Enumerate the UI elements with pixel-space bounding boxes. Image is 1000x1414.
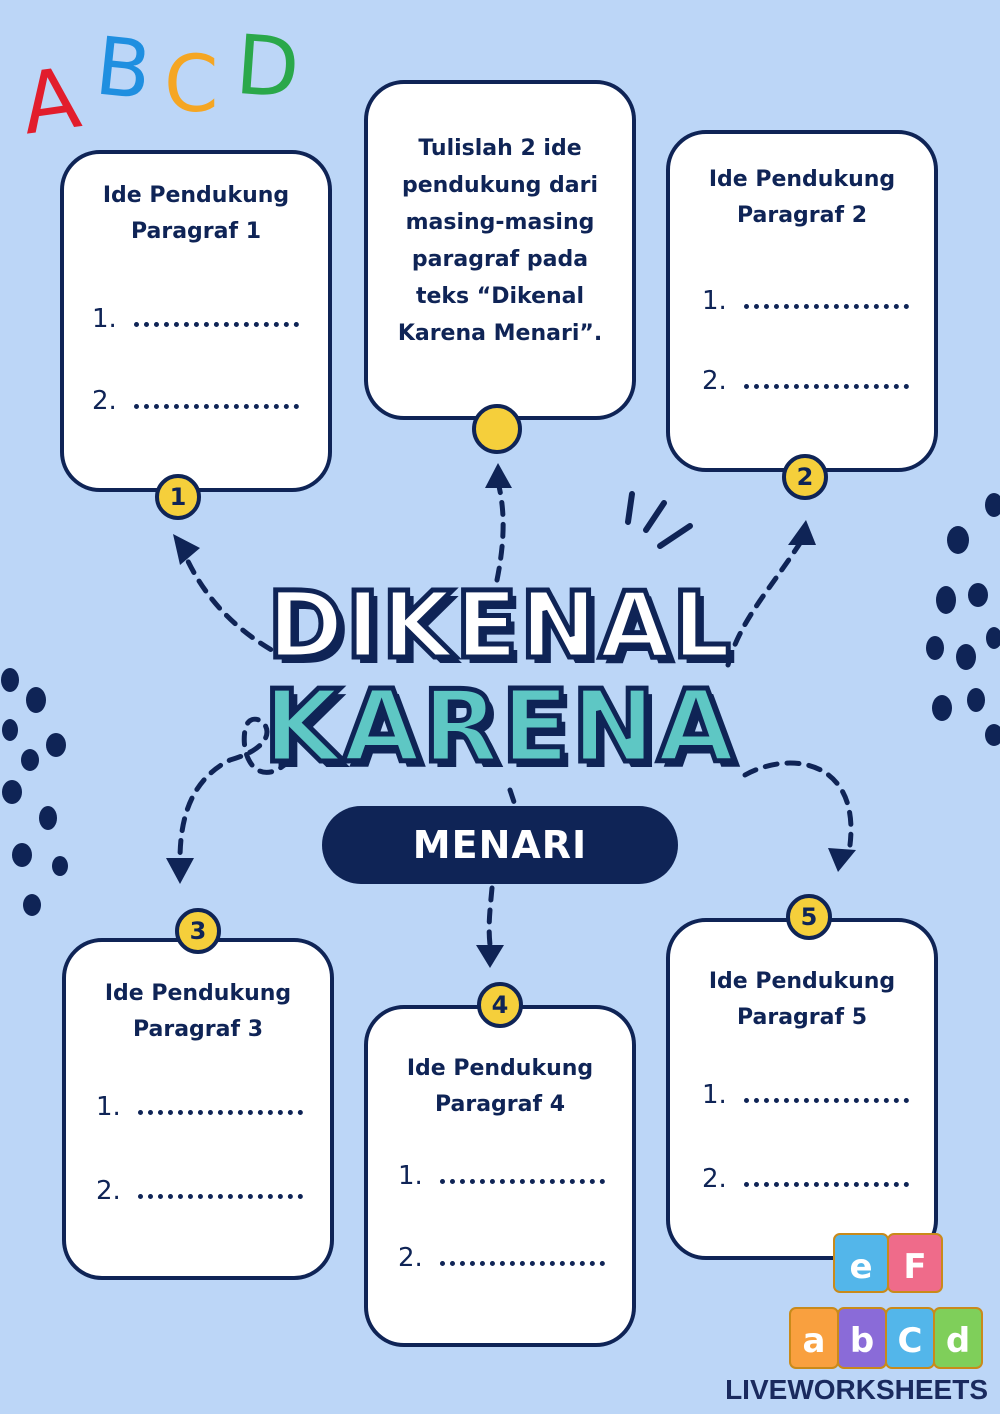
instruction-dot [472, 404, 522, 454]
instruction-line-3: masing-masing [405, 210, 595, 235]
answer-blank[interactable] [744, 1084, 909, 1103]
instruction-line-5: teks “Dikenal [415, 284, 585, 309]
item-number: 1. [92, 304, 117, 334]
badge-5: 5 [786, 894, 832, 940]
card-paragraf-4 [364, 1005, 636, 1347]
block-letter: C [897, 1321, 923, 1361]
letter-d: D [232, 17, 303, 118]
instruction-line-1: Tulislah 2 ide [418, 136, 582, 161]
answer-blank[interactable] [440, 1165, 605, 1184]
answer-blank[interactable] [138, 1180, 303, 1199]
letter-a: A [15, 48, 87, 154]
block-letter: F [903, 1247, 927, 1287]
answer-row-1 [398, 1161, 605, 1191]
card-title-line2: Paragraf 2 [736, 203, 868, 228]
letter-b: B [91, 19, 156, 118]
title-dikenal: DIKENAL [267, 572, 733, 679]
item-number: 2. [702, 366, 727, 396]
instruction-text [368, 130, 632, 352]
answer-row-1 [92, 304, 299, 334]
answer-blank[interactable] [134, 390, 299, 409]
answer-row-2 [702, 1164, 909, 1194]
card-title-line2: Paragraf 3 [132, 1017, 264, 1042]
alphabet-blocks [786, 1228, 986, 1388]
answer-row-2 [96, 1176, 303, 1206]
title-menari-pill: MENARI [322, 806, 678, 884]
card-title-line1: Ide Pendukung [708, 167, 896, 192]
answer-blank[interactable] [440, 1247, 605, 1266]
item-number: 1. [702, 1080, 727, 1110]
item-number: 2. [96, 1176, 121, 1206]
block-letter: b [849, 1321, 875, 1361]
block-letter: e [849, 1247, 873, 1287]
card-title-line2: Paragraf 5 [736, 1005, 868, 1030]
badge-3: 3 [175, 908, 221, 954]
answer-row-2 [398, 1243, 605, 1273]
answer-blank[interactable] [744, 1168, 909, 1187]
answer-row-1 [702, 286, 909, 316]
card-title-line1: Ide Pendukung [104, 981, 292, 1006]
card-title [670, 964, 934, 1036]
card-title [368, 1051, 632, 1123]
card-paragraf-5 [666, 918, 938, 1260]
watermark: LIVEWORKSHEETS [725, 1374, 988, 1405]
answer-row-2 [702, 366, 909, 396]
answer-row-2 [92, 386, 299, 416]
item-number: 1. [96, 1092, 121, 1122]
badge-2: 2 [782, 454, 828, 500]
card-title-line1: Ide Pendukung [708, 969, 896, 994]
answer-blank[interactable] [134, 308, 299, 327]
item-number: 2. [702, 1164, 727, 1194]
item-number: 1. [702, 286, 727, 316]
card-title-line2: Paragraf 1 [130, 219, 262, 244]
card-title-line1: Ide Pendukung [406, 1056, 594, 1081]
answer-row-1 [96, 1092, 303, 1122]
item-number: 1. [398, 1161, 423, 1191]
item-number: 2. [92, 386, 117, 416]
card-title-line1: Ide Pendukung [102, 183, 290, 208]
instruction-line-2: pendukung dari [401, 173, 599, 198]
card-paragraf-3 [62, 938, 334, 1280]
instruction-line-6: Karena Menari”. [397, 321, 603, 346]
card-title-line2: Paragraf 4 [434, 1092, 566, 1117]
answer-row-1 [702, 1080, 909, 1110]
sparkle-lines [628, 494, 690, 546]
card-paragraf-2 [666, 130, 938, 472]
answer-blank[interactable] [744, 290, 909, 309]
letter-c: C [164, 40, 219, 130]
answer-blank[interactable] [138, 1096, 303, 1115]
card-paragraf-1 [60, 150, 332, 492]
title-karena: KARENA [263, 668, 737, 785]
badge-1: 1 [155, 474, 201, 520]
badge-4: 4 [477, 982, 523, 1028]
card-title [66, 976, 330, 1048]
card-title [670, 162, 934, 234]
instruction-line-4: paragraf pada [411, 247, 589, 272]
block-letter: a [802, 1321, 826, 1361]
card-title [64, 178, 328, 250]
item-number: 2. [398, 1243, 423, 1273]
block-letter: d [945, 1321, 971, 1361]
instruction-card [364, 80, 636, 420]
answer-blank[interactable] [744, 370, 909, 389]
